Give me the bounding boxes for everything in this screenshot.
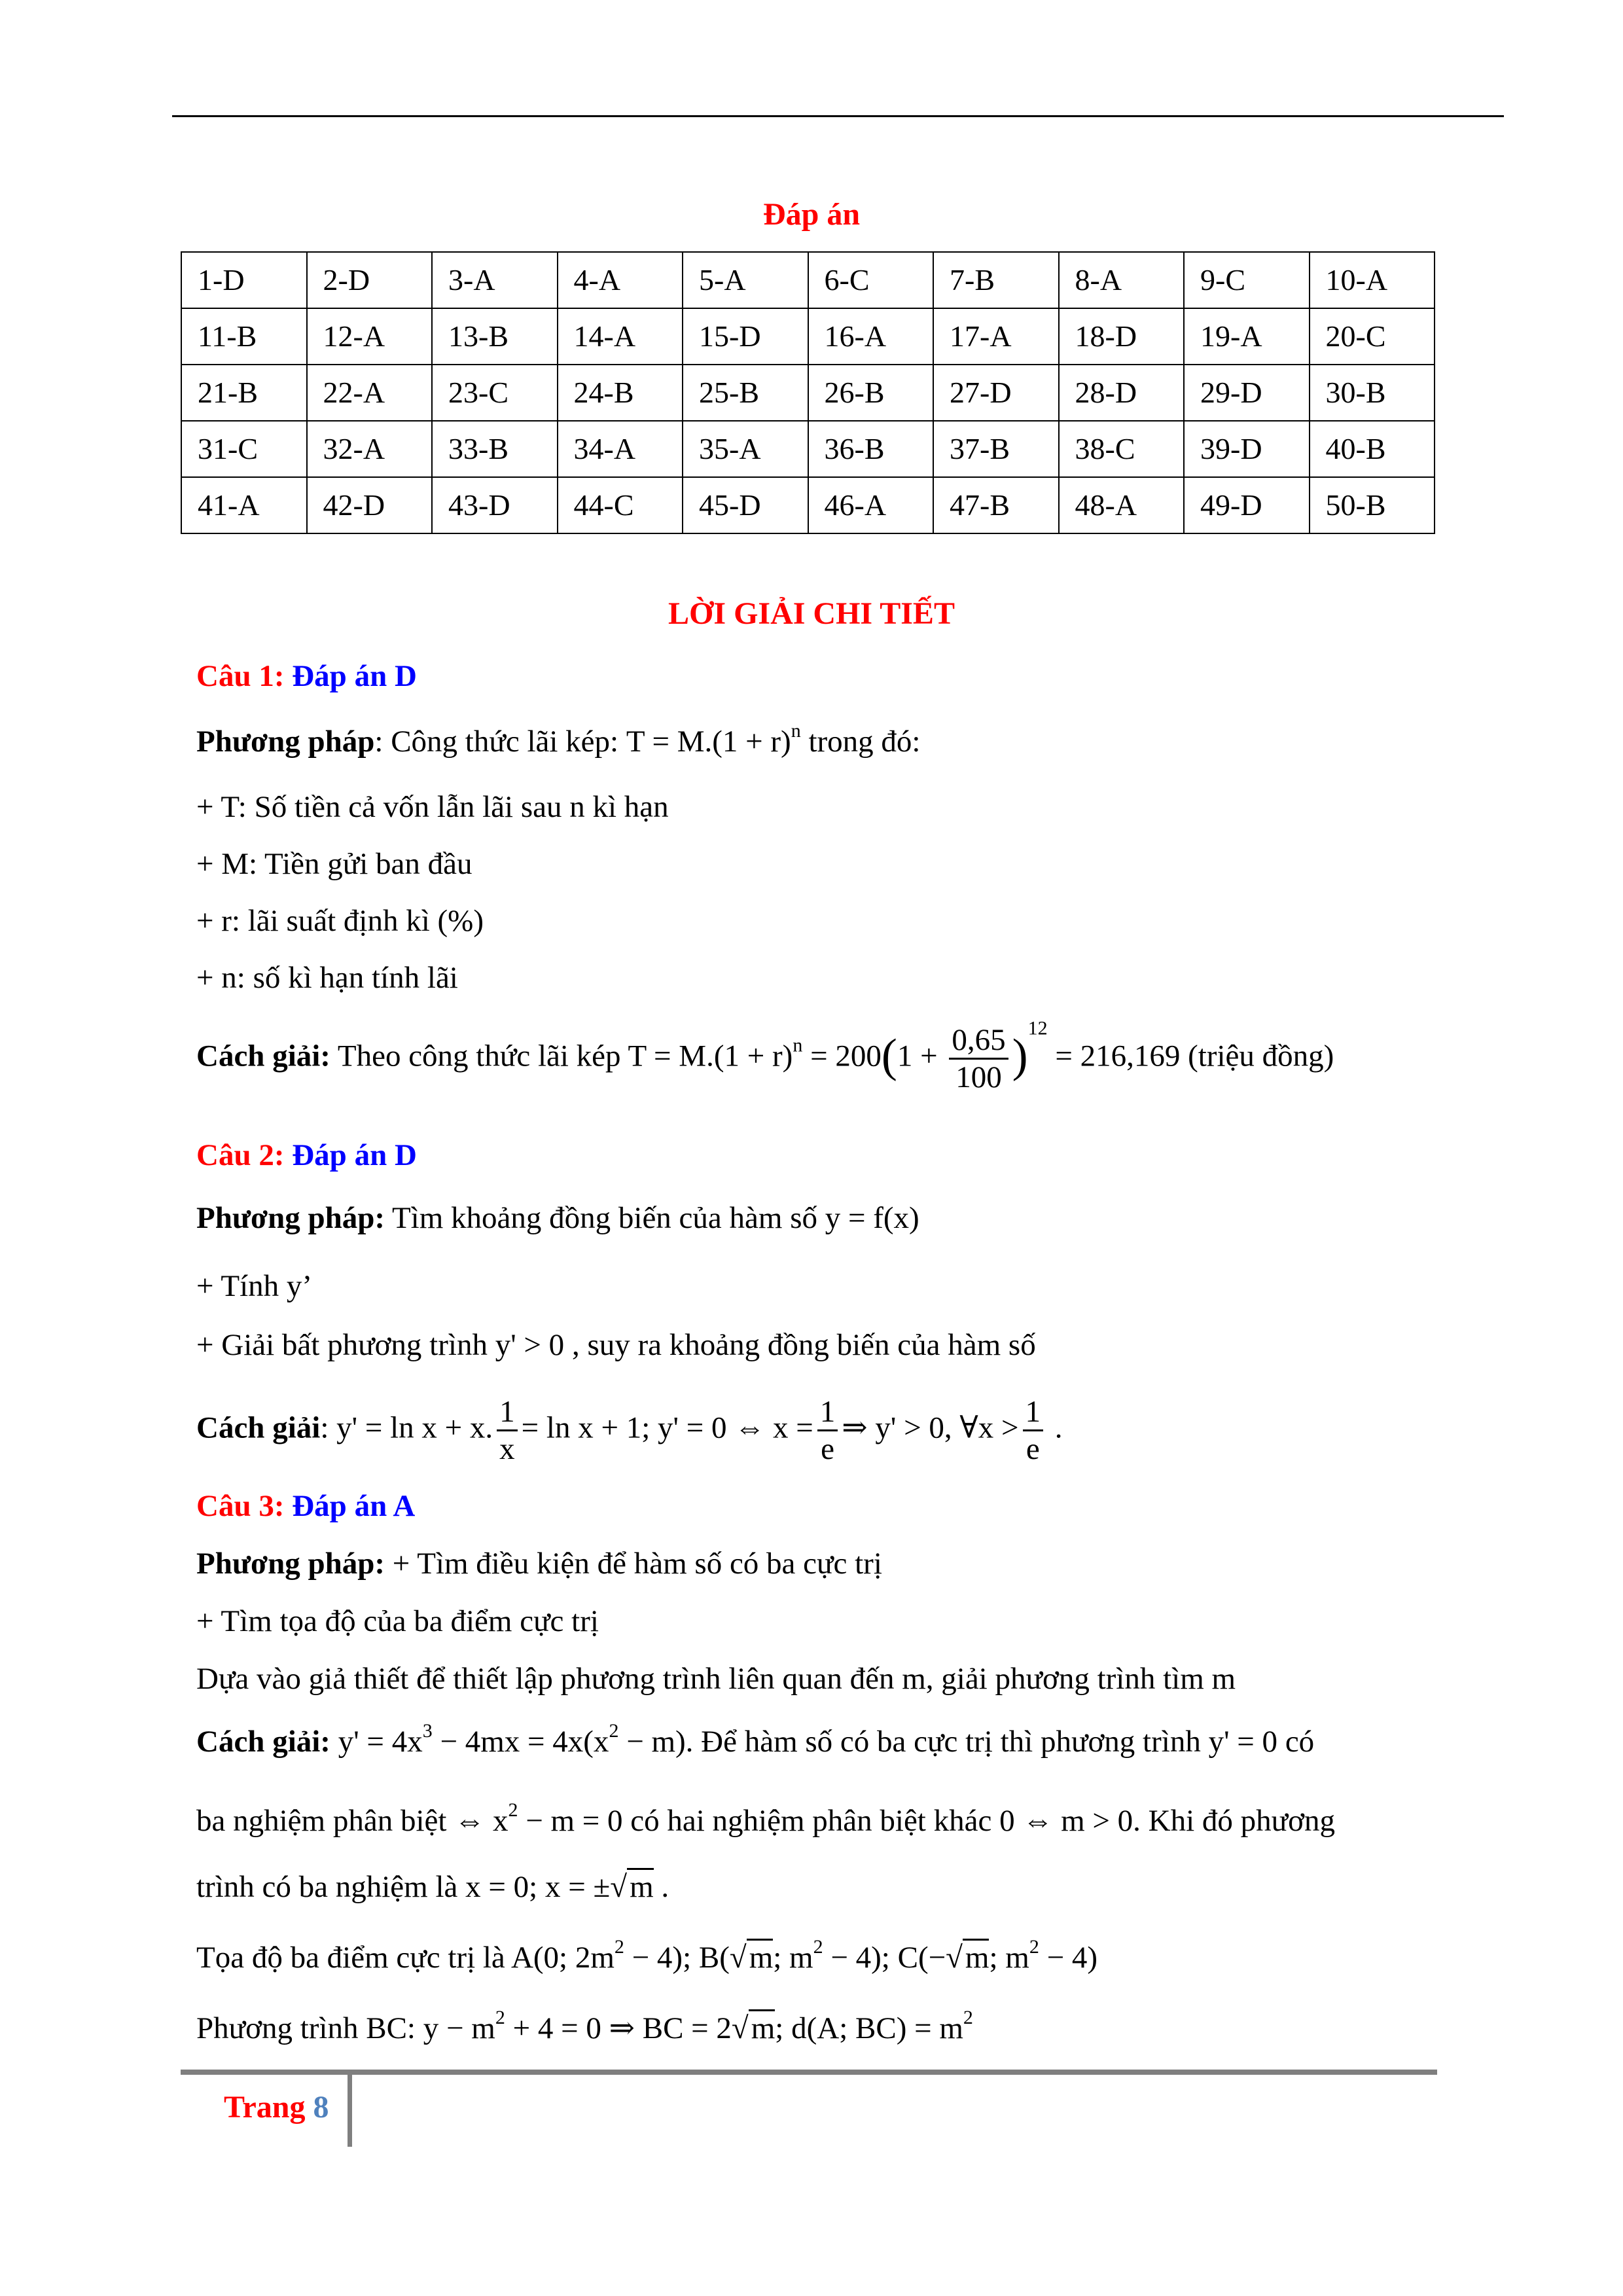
q3-exp-3: 3 [422, 1720, 433, 1742]
answer-cell: 37-B [933, 421, 1059, 477]
q1-formula: T = M.(1 + r) [626, 725, 791, 759]
answer-cell: 38-C [1059, 421, 1185, 477]
answer-cell: 45-D [683, 477, 808, 533]
q1-bullet-4: + n: số kì hạn tính lãi [196, 961, 458, 995]
q1-unit: (triệu đồng) [1188, 1039, 1334, 1073]
q3-l4-a: Tọa độ ba điểm cực trị là [196, 1941, 511, 1975]
answer-cell: 49-D [1184, 477, 1310, 533]
q2-bullet-2 [196, 1329, 1036, 1363]
answer-row [181, 421, 1435, 477]
q1-paren-open: ( [881, 1029, 897, 1082]
q2-s2: = ln x + 1; y' = 0 ⇔ x = [521, 1410, 813, 1445]
answer-cell: 43-D [432, 477, 558, 533]
answer-cell: 26-B [808, 365, 934, 421]
answer-cell: 47-B [933, 477, 1059, 533]
answer-cell: 29-D [1184, 365, 1310, 421]
answer-cell: 5-A [683, 252, 808, 308]
q2-frac-e-den: e [821, 1432, 834, 1467]
answer-cell: 40-B [1310, 421, 1435, 477]
answer-cell: 13-B [432, 308, 558, 365]
q3-l4-b: A(0; 2m [510, 1941, 615, 1975]
answer-cell: 2-D [307, 252, 433, 308]
q1-formula-exp: n [791, 720, 801, 742]
footer-divider [348, 2075, 352, 2147]
q2-s1: y' = ln x + x. [336, 1410, 493, 1445]
q3-bullet-2: Dựa vào giả thiết để thiết lập phương trình liên quan đến m, giải phương trình tìm m [196, 1662, 1236, 1696]
q2-heading [196, 1139, 417, 1173]
answer-cell: 22-A [307, 365, 433, 421]
q3-l4-sqrt-m-2: m [963, 1939, 990, 1975]
q3-answer: Đáp án A [292, 1489, 416, 1523]
answer-cell: 21-B [181, 365, 307, 421]
q1-bullet-1: + T: Số tiền cả vốn lẫn lãi sau n kì hạn [196, 790, 669, 824]
q2-b2-formula: y' > 0 [495, 1328, 565, 1362]
page-footer [224, 2089, 329, 2125]
answer-row [181, 365, 1435, 421]
q3-l2-exp: 2 [508, 1799, 518, 1821]
answer-cell: 1-D [181, 252, 307, 308]
answer-cell: 19-A [1184, 308, 1310, 365]
q1-method [196, 720, 921, 759]
footer-rule [181, 2070, 1437, 2075]
q3-exp-2: 2 [609, 1720, 619, 1742]
q3-l1-d: . Để hàm số có ba cực trị thì phương trình [685, 1725, 1209, 1759]
q3-l3-b: x = 0; x = ±√ [465, 1870, 628, 1904]
q1-result: = 216,169 [1047, 1039, 1188, 1073]
answer-cell: 46-A [808, 477, 934, 533]
q1-frac-den: 100 [955, 1060, 1002, 1095]
q3-l5-sqrt-m: m [749, 2009, 776, 2045]
answer-cell: 31-C [181, 421, 307, 477]
q2-method-formula: y = f(x) [825, 1201, 919, 1235]
q1-sol-text: Theo công thức lãi kép [330, 1039, 628, 1073]
answer-cell: 50-B [1310, 477, 1435, 533]
q2-method [196, 1202, 919, 1236]
q3-l4-d: ; m [773, 1941, 813, 1975]
q3-l2-f: . Khi đó phương [1133, 1804, 1335, 1838]
q2-s3: ⇒ y' > 0, ∀x > [842, 1410, 1019, 1445]
q2-b2-text: + Giải bất phương trình [196, 1328, 495, 1362]
answer-row [181, 252, 1435, 308]
q3-method-label: Phương pháp: [196, 1547, 385, 1581]
answer-cell: 48-A [1059, 477, 1185, 533]
q3-l3-sqrt-m: m [627, 1868, 654, 1904]
q3-l4-exp-3: 2 [1029, 1936, 1039, 1958]
q1-sol-exp-n: n [793, 1034, 803, 1056]
answer-cell: 24-B [558, 365, 683, 421]
q2-frac-e-num: 1 [817, 1394, 838, 1431]
answer-cell: 25-B [683, 365, 808, 421]
answer-cell: 30-B [1310, 365, 1435, 421]
q3-label: Câu 3: [196, 1489, 285, 1523]
answer-cell: 16-A [808, 308, 934, 365]
q2-label: Câu 2: [196, 1138, 285, 1172]
q3-l4-e: − 4) [823, 1941, 882, 1975]
q2-frac-den: x [499, 1432, 515, 1467]
answer-cell: 41-A [181, 477, 307, 533]
answer-row [181, 308, 1435, 365]
q3-l5-exp-1: 2 [495, 2007, 505, 2028]
answers-title: Đáp án [762, 197, 861, 232]
q3-l4-e-2: − 4) [1039, 1941, 1098, 1975]
q3-l4-sqrt-m-1: m [747, 1939, 774, 1975]
q1-fraction [949, 1022, 1008, 1095]
section-title: LỜI GIẢI CHI TIẾT [668, 596, 955, 631]
answer-cell: 33-B [432, 421, 558, 477]
q1-exp-12: 12 [1027, 1017, 1048, 1039]
q3-l2-d: có hai nghiệm phân biệt khác [622, 1804, 1000, 1838]
q2-frac-1-e [817, 1394, 838, 1467]
answer-cell: 10-A [1310, 252, 1435, 308]
q3-l5-b: y − m [423, 2011, 495, 2045]
answer-cell: 32-A [307, 421, 433, 477]
q1-sol-label: Cách giải: [196, 1039, 330, 1073]
answer-cell: 8-A [1059, 252, 1185, 308]
answer-cell: 27-D [933, 365, 1059, 421]
answer-row [181, 477, 1435, 533]
q3-sol-label: Cách giải: [196, 1725, 330, 1759]
q1-sol-200: = 200 [802, 1039, 882, 1073]
q3-l1-b: − 4mx = 4x(x [432, 1725, 609, 1759]
answer-cell: 35-A [683, 421, 808, 477]
answer-cell: 7-B [933, 252, 1059, 308]
q2-frac-1-x [497, 1394, 518, 1467]
q3-sol-line-1 [196, 1720, 1315, 1759]
q3-l2-e: 0 ⇔ m > 0 [999, 1804, 1133, 1838]
q3-l2-c: − m = 0 [518, 1804, 623, 1838]
answer-cell: 6-C [808, 252, 934, 308]
q2-b2-tail: , suy ra khoảng đồng biến của hàm số [564, 1328, 1036, 1362]
answer-cell: 4-A [558, 252, 683, 308]
answer-cell: 14-A [558, 308, 683, 365]
page-number: 8 [313, 2090, 329, 2125]
q3-l4-exp-2: 2 [813, 1936, 823, 1958]
answer-cell: 44-C [558, 477, 683, 533]
q3-bullet-1: + Tìm tọa độ của ba điểm cực trị [196, 1604, 599, 1638]
q1-bullet-3: + r: lãi suất định kì (%) [196, 904, 484, 938]
q1-sol-formula: T = M.(1 + r) [628, 1039, 793, 1073]
q3-l5-a: Phương trình BC: [196, 2011, 423, 2045]
q2-solution [196, 1394, 1063, 1467]
q3-l5-exp-2: 2 [963, 2007, 973, 2028]
q2-answer: Đáp án D [292, 1138, 417, 1172]
q3-l4-d-2: ; m [989, 1941, 1029, 1975]
q3-l1-a: y' = 4x [330, 1725, 423, 1759]
q2-method-label: Phương pháp: [196, 1201, 385, 1235]
answer-cell: 34-A [558, 421, 683, 477]
answer-cell: 9-C [1184, 252, 1310, 308]
q1-method-text: : Công thức lãi kép: [374, 725, 626, 759]
q1-heading [196, 660, 417, 694]
answer-cell: 39-D [1184, 421, 1310, 477]
q1-bullet-2: + M: Tiền gửi ban đầu [196, 847, 473, 881]
answer-cell: 20-C [1310, 308, 1435, 365]
answer-cell: 18-D [1059, 308, 1185, 365]
q3-l4-exp-1: 2 [614, 1936, 624, 1958]
q1-method-label: Phương pháp [196, 725, 375, 759]
answer-table [181, 251, 1435, 534]
q3-l1-c: − m) [618, 1725, 686, 1759]
q3-l4-c: − 4); B(√ [624, 1941, 747, 1975]
answer-cell: 42-D [307, 477, 433, 533]
q3-method [196, 1547, 882, 1581]
q3-sol-line-2 [196, 1799, 1335, 1839]
q3-l4-g: C(−√ [897, 1941, 963, 1975]
top-rule [172, 115, 1504, 117]
q1-sol-one-plus: 1 + [897, 1039, 946, 1073]
q1-paren-close: ) [1012, 1029, 1028, 1082]
answer-cell: 28-D [1059, 365, 1185, 421]
q3-method-text: + Tìm điều kiện để hàm số có ba cực trị [385, 1547, 882, 1581]
q3-l1-e: y' = 0 [1208, 1725, 1278, 1759]
answer-cell: 15-D [683, 308, 808, 365]
q3-l2-b: ⇔ x [454, 1804, 508, 1838]
q3-l3-a: trình có ba nghiệm là [196, 1870, 466, 1904]
q3-l2-a: ba nghiệm phân biệt [196, 1804, 455, 1838]
q1-label: Câu 1: [196, 659, 285, 693]
q2-frac-e2-num: 1 [1023, 1394, 1044, 1431]
answer-cell: 12-A [307, 308, 433, 365]
footer-label: Trang [224, 2090, 306, 2125]
q3-l5-d: ; d(A; BC) = m [775, 2011, 963, 2045]
q2-sol-colon: : [320, 1410, 337, 1445]
q3-sol-line-5 [196, 2007, 973, 2046]
q1-method-tail: trong đó: [800, 725, 921, 759]
q2-sol-label: Cách giải [196, 1410, 321, 1445]
q1-frac-num: 0,65 [949, 1022, 1008, 1060]
answer-cell: 23-C [432, 365, 558, 421]
q3-l1-f: có [1277, 1725, 1315, 1759]
q3-sol-line-4 [196, 1936, 1098, 1975]
q2-frac-e2-den: e [1026, 1432, 1040, 1467]
q3-heading [196, 1490, 415, 1524]
answer-cell: 3-A [432, 252, 558, 308]
q1-solution [196, 1017, 1334, 1095]
q2-bullet-1: + Tính y’ [196, 1269, 313, 1303]
q3-sol-line-3 [196, 1871, 669, 1905]
answer-cell: 17-A [933, 308, 1059, 365]
q2-method-text: Tìm khoảng đồng biến của hàm số [385, 1201, 825, 1235]
q3-l4-f: ; [881, 1941, 898, 1975]
q2-frac-1-e-2 [1023, 1394, 1044, 1467]
q3-l3-c: . [653, 1870, 669, 1904]
q3-l5-c: + 4 = 0 ⇒ BC = 2√ [505, 2011, 749, 2045]
q1-answer: Đáp án D [292, 659, 417, 693]
answer-cell: 11-B [181, 308, 307, 365]
answer-cell: 36-B [808, 421, 934, 477]
q2-frac-num: 1 [497, 1394, 518, 1431]
q2-s4: . [1047, 1410, 1063, 1445]
